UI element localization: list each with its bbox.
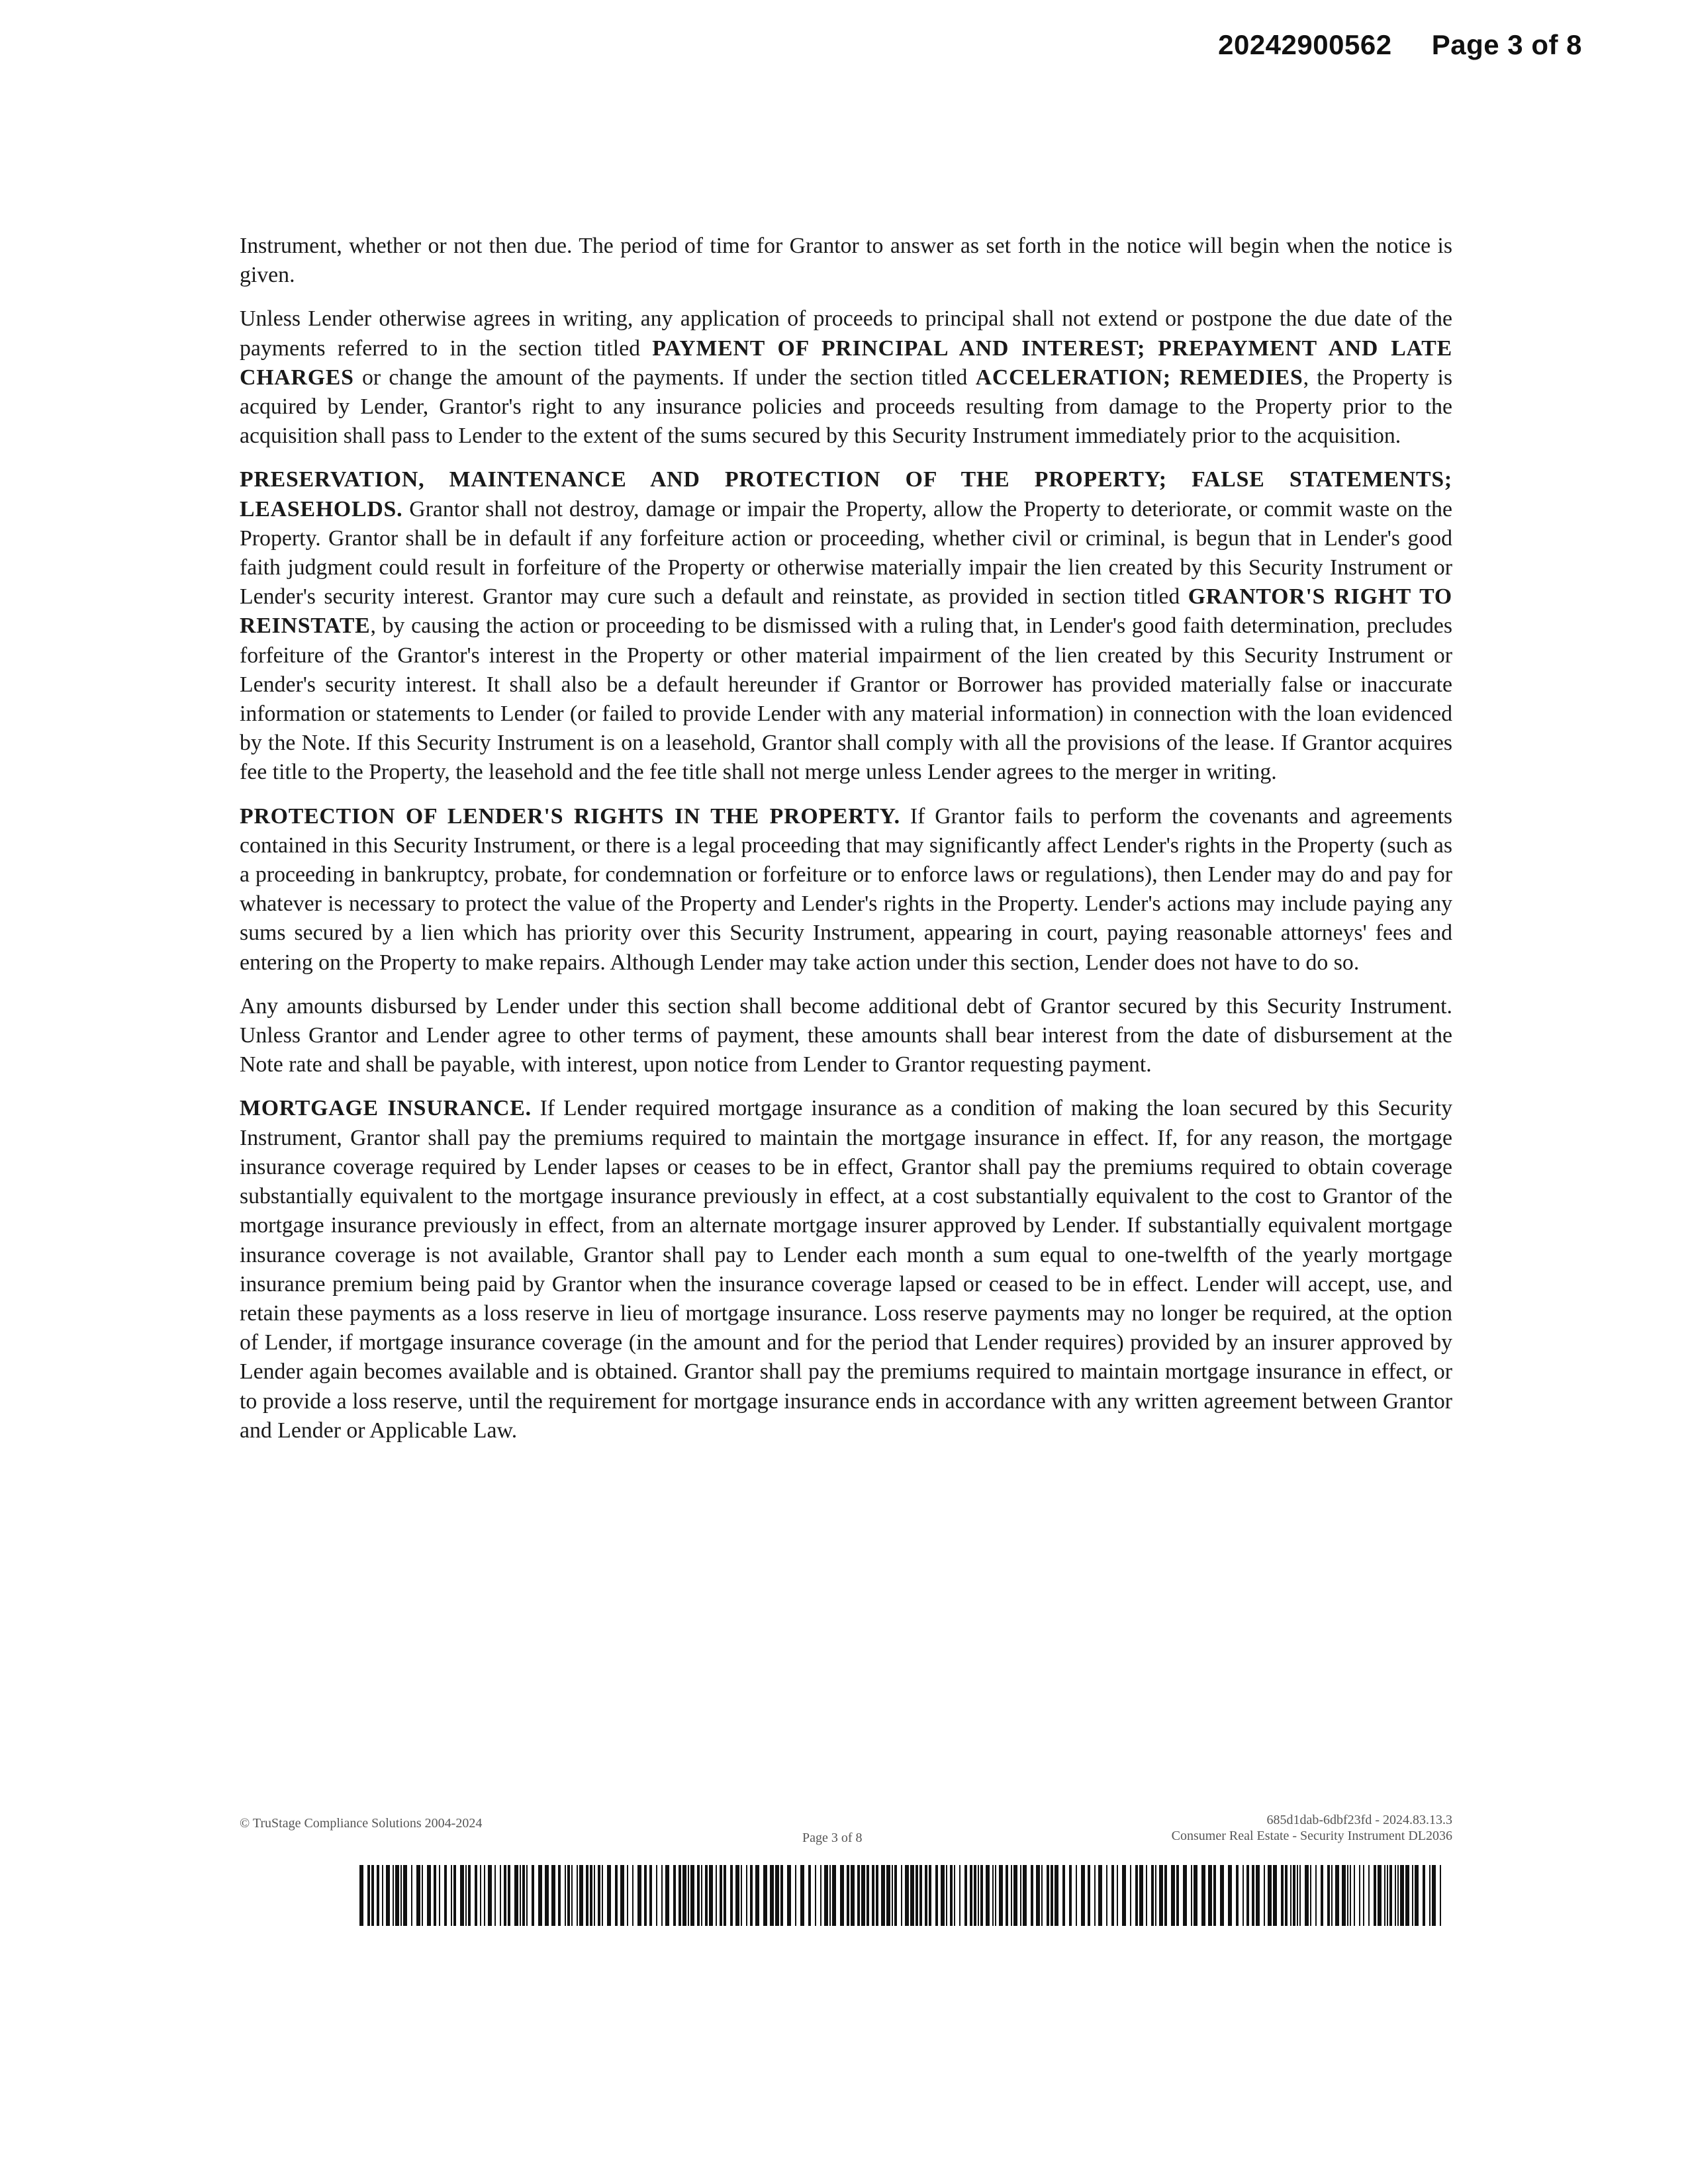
footer-page-number: Page 3 of 8 <box>802 1831 863 1845</box>
paragraph-protection-rights <box>240 802 1452 978</box>
section-reference: GRANTOR'S RIGHT TO REINSTATE <box>240 584 1452 639</box>
recording-stamp <box>1218 29 1582 61</box>
section-reference: ACCELERATION; REMEDIES <box>975 365 1303 390</box>
section-heading: MORTGAGE INSURANCE. <box>240 1096 532 1121</box>
paragraph-text: , by causing the action or proceeding to be dismissed with a ruling that, in Lender's good faith determination, precludes forfeiture of the Grantor's interest in the Property or other material impairment of the lien created by this Security Instrument or Lender's security interest. It shall also be a default hereunder if Grantor or Borrower has provided materially false or inaccurate information or statements to Lender (or failed to provide Lender with any material information) in connection with the loan evidenced by the Note. If this Security Instrument is on a leasehold, Grantor shall comply with all the provisions of the lease. If Grantor acquires fee title to the Property, the leasehold and the fee title shall not merge unless Lender agrees to the merger in writing. <box>240 614 1452 785</box>
record-number: 20242900562 <box>1218 29 1392 60</box>
paragraph-text: or change the amount of the payments. If under the section titled <box>353 365 976 390</box>
paragraph-text: , the Property is acquired by Lender, Grantor's right to any insurance policies and proceeds resulting from damage to the Property prior to the acquisition shall pass to Lender to the extent of the sums secured by this Security Instrument immediately prior to the acquisition. <box>240 365 1452 449</box>
stamp-page-label: Page 3 of 8 <box>1431 29 1582 60</box>
page-footer <box>240 1812 1452 1852</box>
section-heading: PRESERVATION, MAINTENANCE AND PROTECTION OF THE PROPERTY; FALSE STATEMENTS; LEASEHOLDS. <box>240 467 1452 522</box>
section-reference: PAYMENT OF PRINCIPAL AND INTEREST; PREPAYMENT AND LATE CHARGES <box>240 336 1452 390</box>
footer-copyright: © TruStage Compliance Solutions 2004-2024 <box>240 1816 483 1831</box>
paragraph-text: If Grantor fails to perform the covenants and agreements contained in this Security Instrument, or there is a legal proceeding that may significantly affect Lender's rights in the Property (such as a proceeding in bankruptcy, probate, for condemnation or forfeiture or to enforce laws or regulations), then Lender may do and pay for whatever is necessary to protect the value of the Property and Lender's rights in the Property. Lender's actions may include paying any sums secured by a lien which has priority over this Security Instrument, appearing in court, paying reasonable attorneys' fees and entering on the Property to make repairs. Although Lender may take action under this section, Lender does not have to do so. <box>240 803 1452 975</box>
footer-doc-title: Consumer Real Estate - Security Instrument DL2036 <box>1171 1829 1452 1843</box>
paragraph-text: Grantor shall not destroy, damage or impair the Property, allow the Property to deteriorate, or commit waste on the Property. Grantor shall be in default if any forfeiture action or proceeding, whether civil or criminal, is begun that in Lender's good faith judgment could result in forfeiture of the Property or otherwise materially impair the lien created by this Security Instrument or Lender's security interest. Grantor may cure such a default and reinstate, as provided in section titled <box>240 496 1452 610</box>
paragraph-disbursed-amounts: Any amounts disbursed by Lender under this section shall become additional debt of Grantor secured by this Security Instrument. Unless Grantor and Lender agree to other terms of payment, these amounts shall bear interest from the date of disbursement at the Note rate and shall be payable, with interest, upon notice from Lender to Grantor requesting payment. <box>240 993 1452 1077</box>
paragraph-continuation: Instrument, whether or not then due. The period of time for Grantor to answer as set forth in the notice will begin when the notice is given. <box>240 234 1452 288</box>
footer-doc-info <box>1172 1812 1452 1844</box>
paragraph-text: If Lender required mortgage insurance as a condition of making the loan secured by this Security Instrument, Grantor shall pay the premiums required to maintain the mortgage insurance in effect. If, for any reason, the mortgage insurance coverage required by Lender lapses or ceases to be in effect, Grantor shall pay the premiums required to obtain coverage substantially equivalent to the mortgage insurance previously in effect, at a cost substantially equivalent to the cost to Grantor of the mortgage insurance previously in effect, from an alternate mortgage insurer approved by Lender. If substantially equivalent mortgage insurance coverage is not available, Grantor shall pay to Lender each month a sum equal to one-twelfth of the yearly mortgage insurance premium being paid by Grantor when the insurance coverage lapsed or ceased to be in effect. Lender will accept, use, and retain these payments as a loss reserve in lieu of mortgage insurance. Loss reserve payments may no longer be required, at the option of Lender, if mortgage insurance coverage (in the amount and for the period that Lender requires) provided by an insurer approved by Lender again becomes available and is obtained. Grantor shall pay the premiums required to maintain mortgage insurance in effect, or to provide a loss reserve, until the requirement for mortgage insurance ends in accordance with any written agreement between Grantor and Lender or Applicable Law. <box>240 1096 1452 1443</box>
paragraph-mortgage-insurance <box>240 1094 1452 1445</box>
footer-doc-id: 685d1dab-6dbf23fd - 2024.83.13.3 <box>1266 1813 1452 1827</box>
paragraph-text: Unless Lender otherwise agrees in writing, any application of proceeds to principal shall not extend or postpone the due date of the payments referred to in the section titled <box>240 306 1452 361</box>
barcode-graphic <box>359 1865 1445 1926</box>
section-heading: PROTECTION OF LENDER'S RIGHTS IN THE PROPERTY. <box>240 803 900 829</box>
paragraph-preservation <box>240 465 1452 787</box>
paragraph-insurance-proceeds <box>240 304 1452 451</box>
document-body <box>240 232 1452 1460</box>
barcode <box>359 1865 1445 1926</box>
